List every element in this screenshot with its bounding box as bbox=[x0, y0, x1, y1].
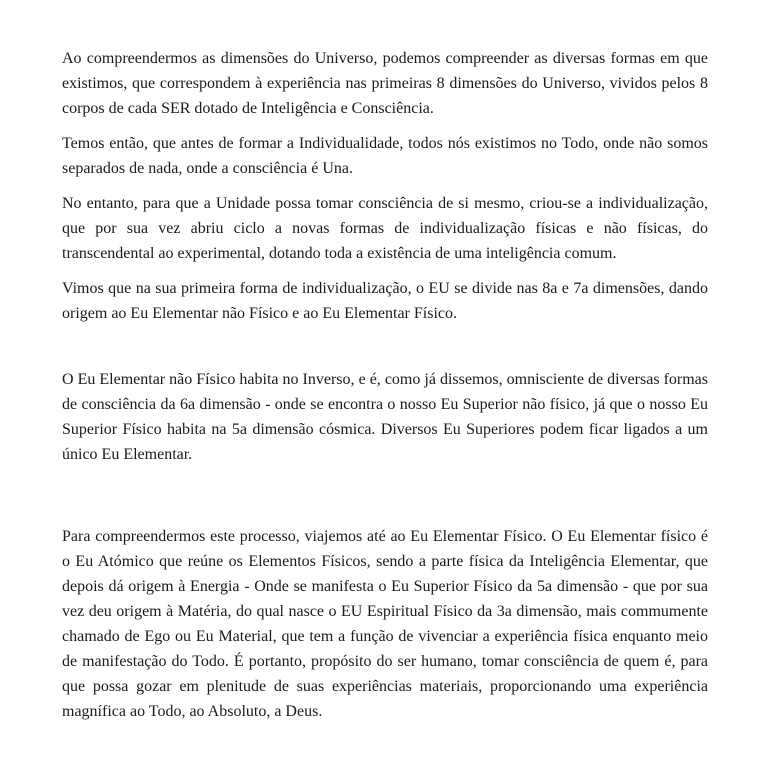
paragraph-eu-elementar-fisico-processo: Para compreendermos este processo, viajemos até ao Eu Elementar Físico. O Eu Elementar físico é o Eu Atómico que reúne os Elementos Físicos, sendo a parte física da Inteligência Elementar, que depois dá origem à Energia - Onde se manifesta o Eu Superior Físico da 5a dimensão - que por sua vez deu origem à Matéria, do qual nasce o EU Espiritual Físico da 3a dimensão, mais commumente chamado de Ego ou Eu Material, que tem a função de vivenciar a experiência física enquanto meio de manifestação do Todo. É portanto, propósito do ser humano, tomar consciência de quem é, para que possa gozar em plenitude de suas experiências materiais, proporcionando uma experiência magnífica ao Todo, ao Absoluto, a Deus. bbox=[62, 528, 708, 720]
paragraph-individualidade-todo: Temos então, que antes de formar a Individualidade, todos nós existimos no Todo, onde não somos separados de nada, onde a consciência é Una. bbox=[62, 135, 708, 177]
paragraph-eu-elementar-inverso: O Eu Elementar não Físico habita no Inverso, e é, como já dissemos, omnisciente de diversas formas de consciência da 6a dimensão - onde se encontra o nosso Eu Superior não físico, já que o nosso Eu Superior Físico habita na 5a dimensão cósmica. Diversos Eu Superiores podem ficar ligados a um único Eu Elementar. bbox=[62, 371, 708, 463]
paragraph-eu-divide-dimensoes: Vimos que na sua primeira forma de individualização, o EU se divide nas 8a e 7a dimensões, dando origem ao Eu Elementar não Físico e ao Eu Elementar Físico. bbox=[62, 280, 708, 322]
paragraph-unidade-individualizacao: No entanto, para que a Unidade possa tomar consciência de si mesmo, criou-se a individualização, que por sua vez abriu ciclo a novas formas de individualização físicas e não físicas, do transcendental ao experimental, dotando toda a existência de uma inteligência comum. bbox=[62, 195, 708, 262]
paragraph-dimensions-universe: Ao compreendermos as dimensões do Universo, podemos compreender as diversas formas em que existimos, que correspondem à experiência nas primeiras 8 dimensões do Universo, vividos pelos 8 corpos de cada SER dotado de Inteligência e Consciência. bbox=[62, 50, 708, 117]
